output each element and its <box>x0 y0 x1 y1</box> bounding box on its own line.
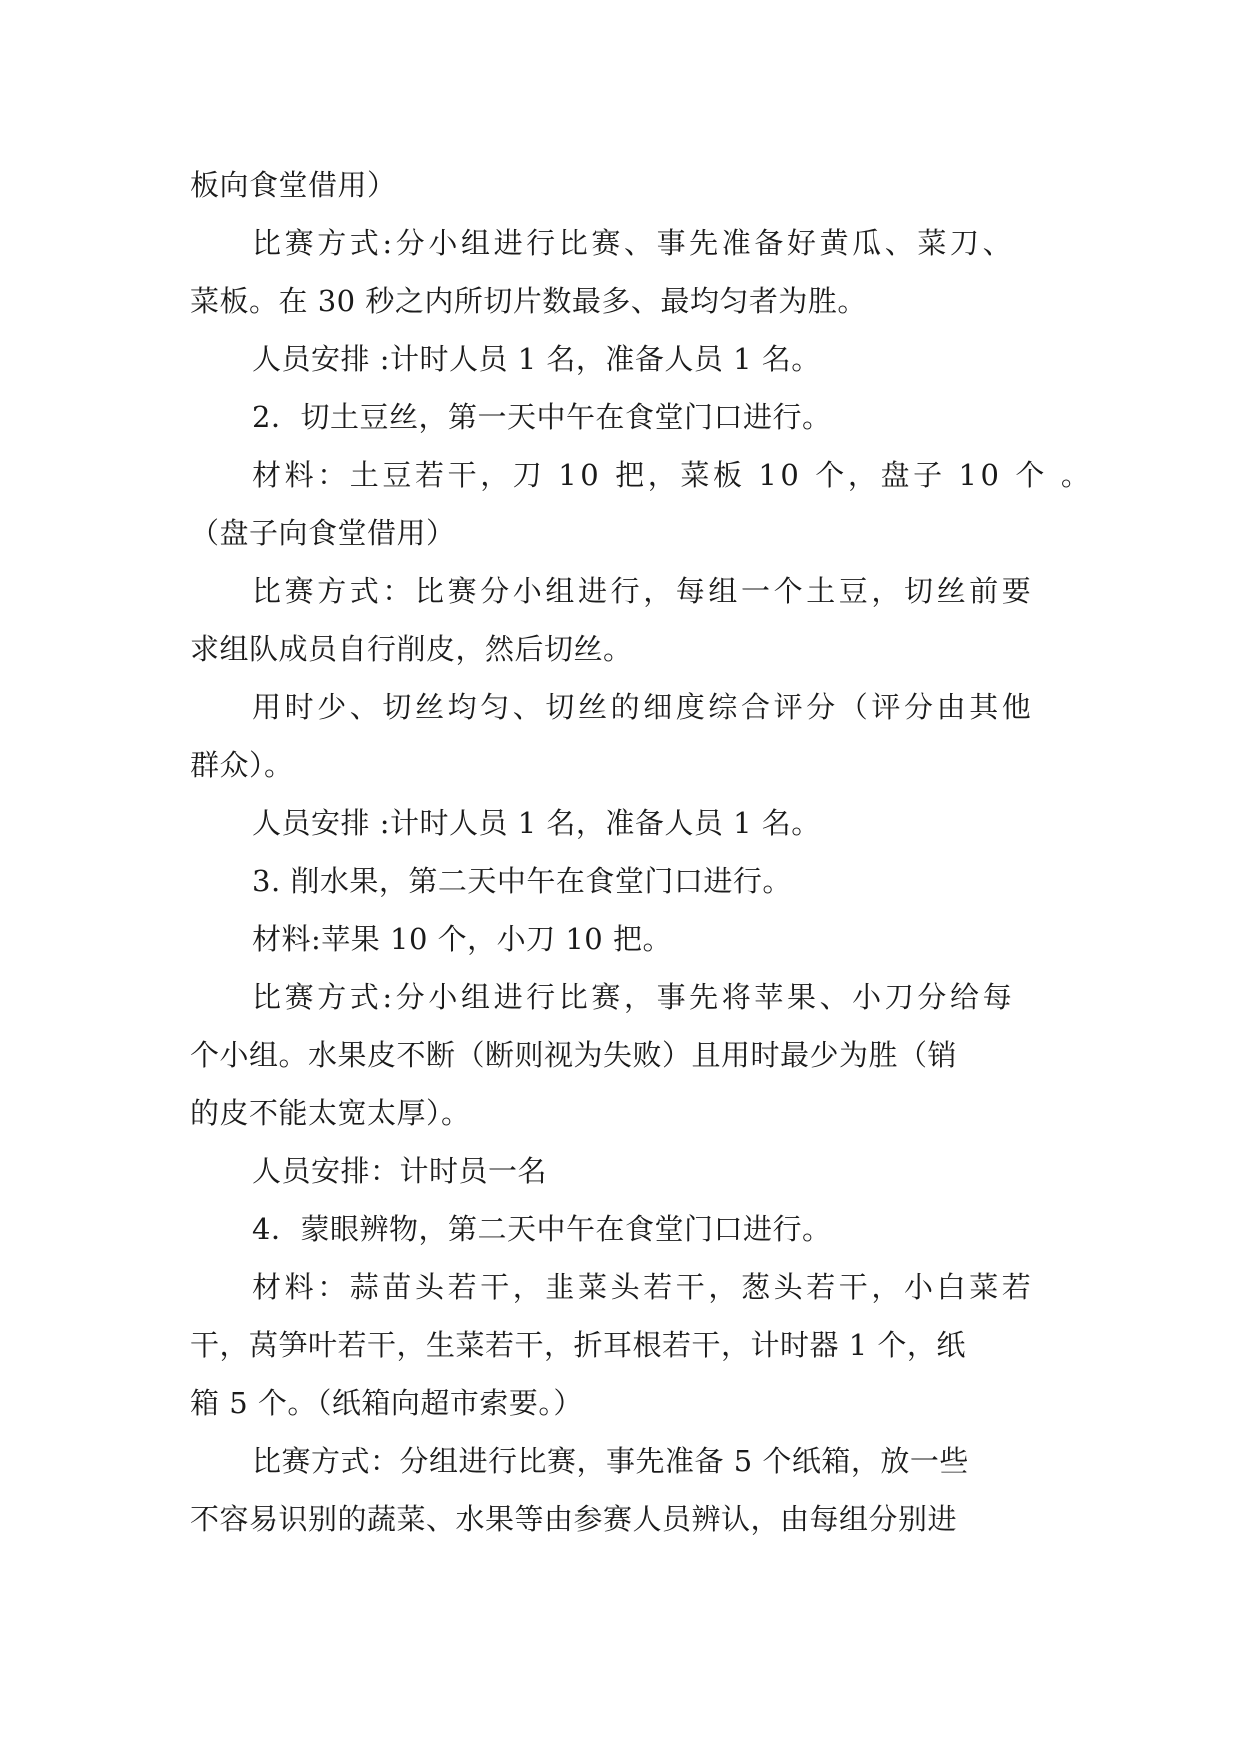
document-page <box>190 156 1094 1548</box>
text-line: 2．切土豆丝，第一天中午在食堂门口进行。 <box>252 400 832 434</box>
text-line: 不容易识别的蔬菜、水果等由参赛人员辨认，由每组分别进 <box>190 1502 958 1536</box>
text-line: 比赛方式:分小组进行比赛，事先将苹果、小刀分给每 <box>252 980 1016 1014</box>
text-line: 3. 削水果，第二天中午在食堂门口进行。 <box>252 864 792 898</box>
text-line: 人员安排 :计时人员 1 名，准备人员 1 名。 <box>252 342 821 376</box>
text-line: （盘子向食堂借用） <box>190 516 456 550</box>
text-line: 材料：土豆若干，刀 10 把，菜板 10 个，盘子 10 个 。 <box>252 458 1094 492</box>
text-line: 比赛方式:分小组进行比赛、事先准备好黄瓜、菜刀、 <box>252 226 1016 260</box>
text-line: 箱 5 个。（纸箱向超市索要。） <box>190 1386 583 1420</box>
text-line: 干，莴笋叶若干，生菜若干，折耳根若干，计时器 1 个，纸 <box>190 1328 966 1362</box>
text-line: 板向食堂借用） <box>190 168 397 202</box>
text-line: 比赛方式：比赛分小组进行，每组一个土豆，切丝前要 <box>252 574 1035 608</box>
text-line: 材料：蒜苗头若干，韭菜头若干，葱头若干，小白菜若 <box>252 1270 1035 1304</box>
text-line: 人员安排：计时员一名 <box>252 1154 548 1188</box>
text-line: 个小组。水果皮不断（断则视为失败）且用时最少为胜（销 <box>190 1038 958 1072</box>
text-line: 4．蒙眼辨物，第二天中午在食堂门口进行。 <box>252 1212 832 1246</box>
text-line: 的皮不能太宽太厚）。 <box>190 1096 471 1130</box>
text-line: 菜板。在 30 秒之内所切片数最多、最均匀者为胜。 <box>190 284 867 318</box>
text-line: 材料:苹果 10 个，小刀 10 把。 <box>252 922 672 956</box>
text-line: 用时少、切丝均匀、切丝的细度综合评分（评分由其他 <box>252 690 1035 724</box>
text-line: 群众）。 <box>190 748 294 782</box>
text-line: 人员安排 :计时人员 1 名，准备人员 1 名。 <box>252 806 821 840</box>
text-line: 比赛方式：分组进行比赛，事先准备 5 个纸箱，放一些 <box>252 1444 969 1478</box>
text-line: 求组队成员自行削皮，然后切丝。 <box>190 632 633 666</box>
